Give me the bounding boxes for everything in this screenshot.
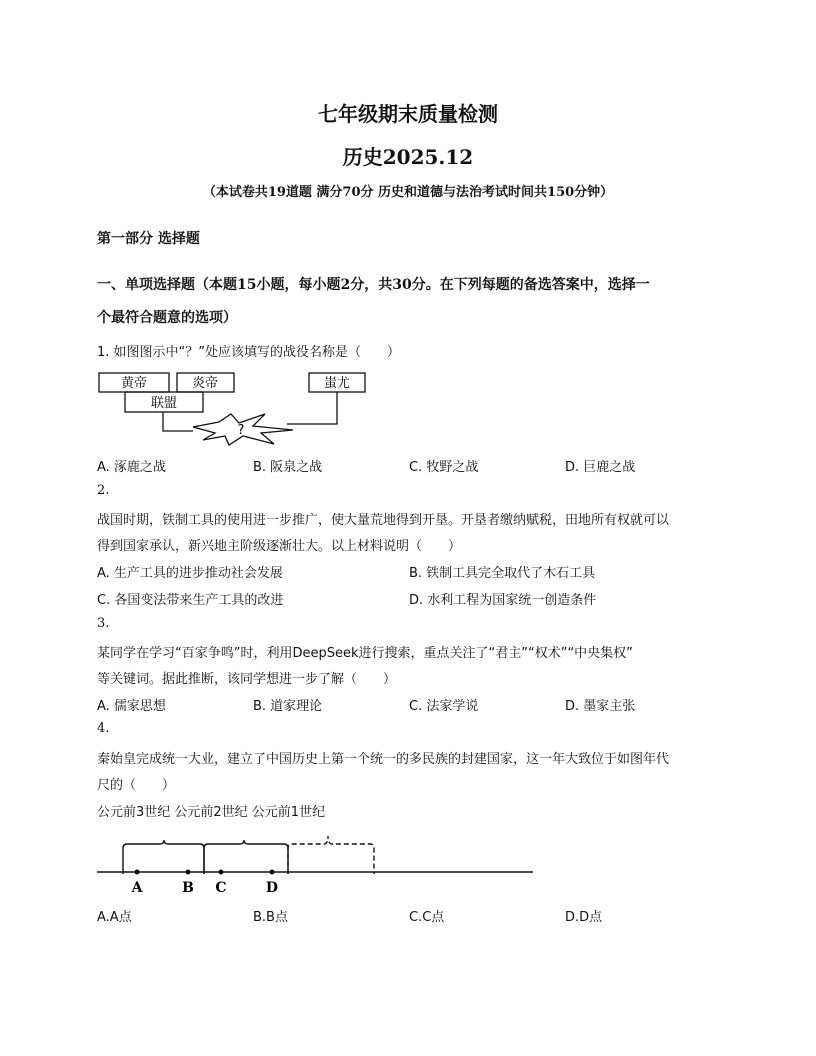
q2-option-a[interactable]: A. 生产工具的进步推动社会发展 [97, 566, 283, 581]
label-lianmeng: 联盟 [150, 396, 178, 411]
point-b-label: B [182, 880, 194, 896]
q4-stem-line2: 尺的（ ） [97, 778, 176, 793]
q2-stem-line1: 战国时期，铁制工具的使用进一步推广，使大量荒地得到开垦。开垦者缴纳赋税，田地所有权就可以 [97, 513, 670, 528]
point-b-dot [186, 870, 191, 875]
label-question-mark: ? [237, 423, 245, 438]
q1-option-d[interactable]: D. 巨鹿之战 [565, 460, 636, 475]
q4-option-d[interactable]: D.D点 [565, 910, 603, 925]
q1-option-c[interactable]: C. 牧野之战 [409, 460, 479, 475]
label-huangdi: 黄帝 [120, 376, 148, 391]
q1-option-a[interactable]: A. 涿鹿之战 [97, 460, 166, 475]
q3-stem-line1: 某同学在学习“百家争鸣”时，利用DeepSeek进行搜索，重点关注了“君主”“权术”“中央集权” [97, 646, 633, 661]
q3-option-a[interactable]: A. 儒家思想 [97, 699, 166, 714]
q2-option-d[interactable]: D. 水利工程为国家统一创造条件 [409, 593, 597, 608]
q4-option-b[interactable]: B.B点 [253, 910, 288, 925]
timeline-centuries-label: 公元前3世纪 公元前2世纪 公元前1世纪 [97, 805, 326, 820]
q4-timeline-diagram [97, 826, 537, 898]
q4-number: 4. [97, 721, 110, 736]
exam-note: （本试卷共19道题 满分70分 历史和道德与法治考试时间共150分钟） [202, 185, 614, 200]
point-a-dot [135, 870, 140, 875]
q4-option-c[interactable]: C.C点 [409, 910, 445, 925]
q3-option-d[interactable]: D. 墨家主张 [565, 699, 636, 714]
point-a-label: A [131, 880, 143, 896]
exam-title: 七年级期末质量检测 [318, 102, 498, 126]
q4-stem-line1: 秦始皇完成统一大业，建立了中国历史上第一个统一的多民族的封建国家，这一年大致位于如图年代 [97, 752, 670, 767]
connector-left [163, 412, 193, 431]
connector-right [287, 392, 337, 424]
q2-option-c[interactable]: C. 各国变法带来生产工具的改进 [97, 593, 284, 608]
q4-option-a[interactable]: A.A点 [97, 910, 132, 925]
brace-1st-century [288, 836, 374, 874]
section-instructions-line2: 个最符合题意的选项） [97, 310, 237, 326]
brace-2nd-century [204, 840, 288, 874]
point-d-label: D [265, 880, 279, 896]
exam-subtitle: 历史2025.12 [342, 145, 474, 169]
q2-number: 2. [97, 483, 110, 498]
q3-option-b[interactable]: B. 道家理论 [253, 699, 323, 714]
point-c-label: C [215, 880, 227, 896]
q3-stem-line2: 等关键词。据此推断，该同学想进一步了解（ ） [97, 672, 397, 687]
q2-option-b[interactable]: B. 铁制工具完全取代了木石工具 [409, 566, 596, 581]
part-heading: 第一部分 选择题 [97, 231, 200, 247]
q1-option-b[interactable]: B. 阪泉之战 [253, 460, 323, 475]
q3-option-c[interactable]: C. 法家学说 [409, 699, 479, 714]
q1-battle-diagram [97, 370, 377, 446]
brace-3rd-century [123, 840, 204, 874]
label-yandi: 炎帝 [191, 376, 219, 391]
section-instructions-line1: 一、单项选择题（本题15小题，每小题2分，共30分。在下列每题的备选答案中，选择一 [97, 277, 650, 293]
point-c-dot [219, 870, 224, 875]
q3-number: 3. [97, 616, 110, 631]
label-chiyou: 蚩尤 [323, 376, 351, 391]
q1-stem: 1. 如图图示中“？”处应该填写的战役名称是（ ） [97, 345, 401, 360]
q2-stem-line2: 得到国家承认，新兴地主阶级逐渐壮大。以上材料说明（ ） [97, 539, 462, 554]
point-d-dot [270, 870, 275, 875]
